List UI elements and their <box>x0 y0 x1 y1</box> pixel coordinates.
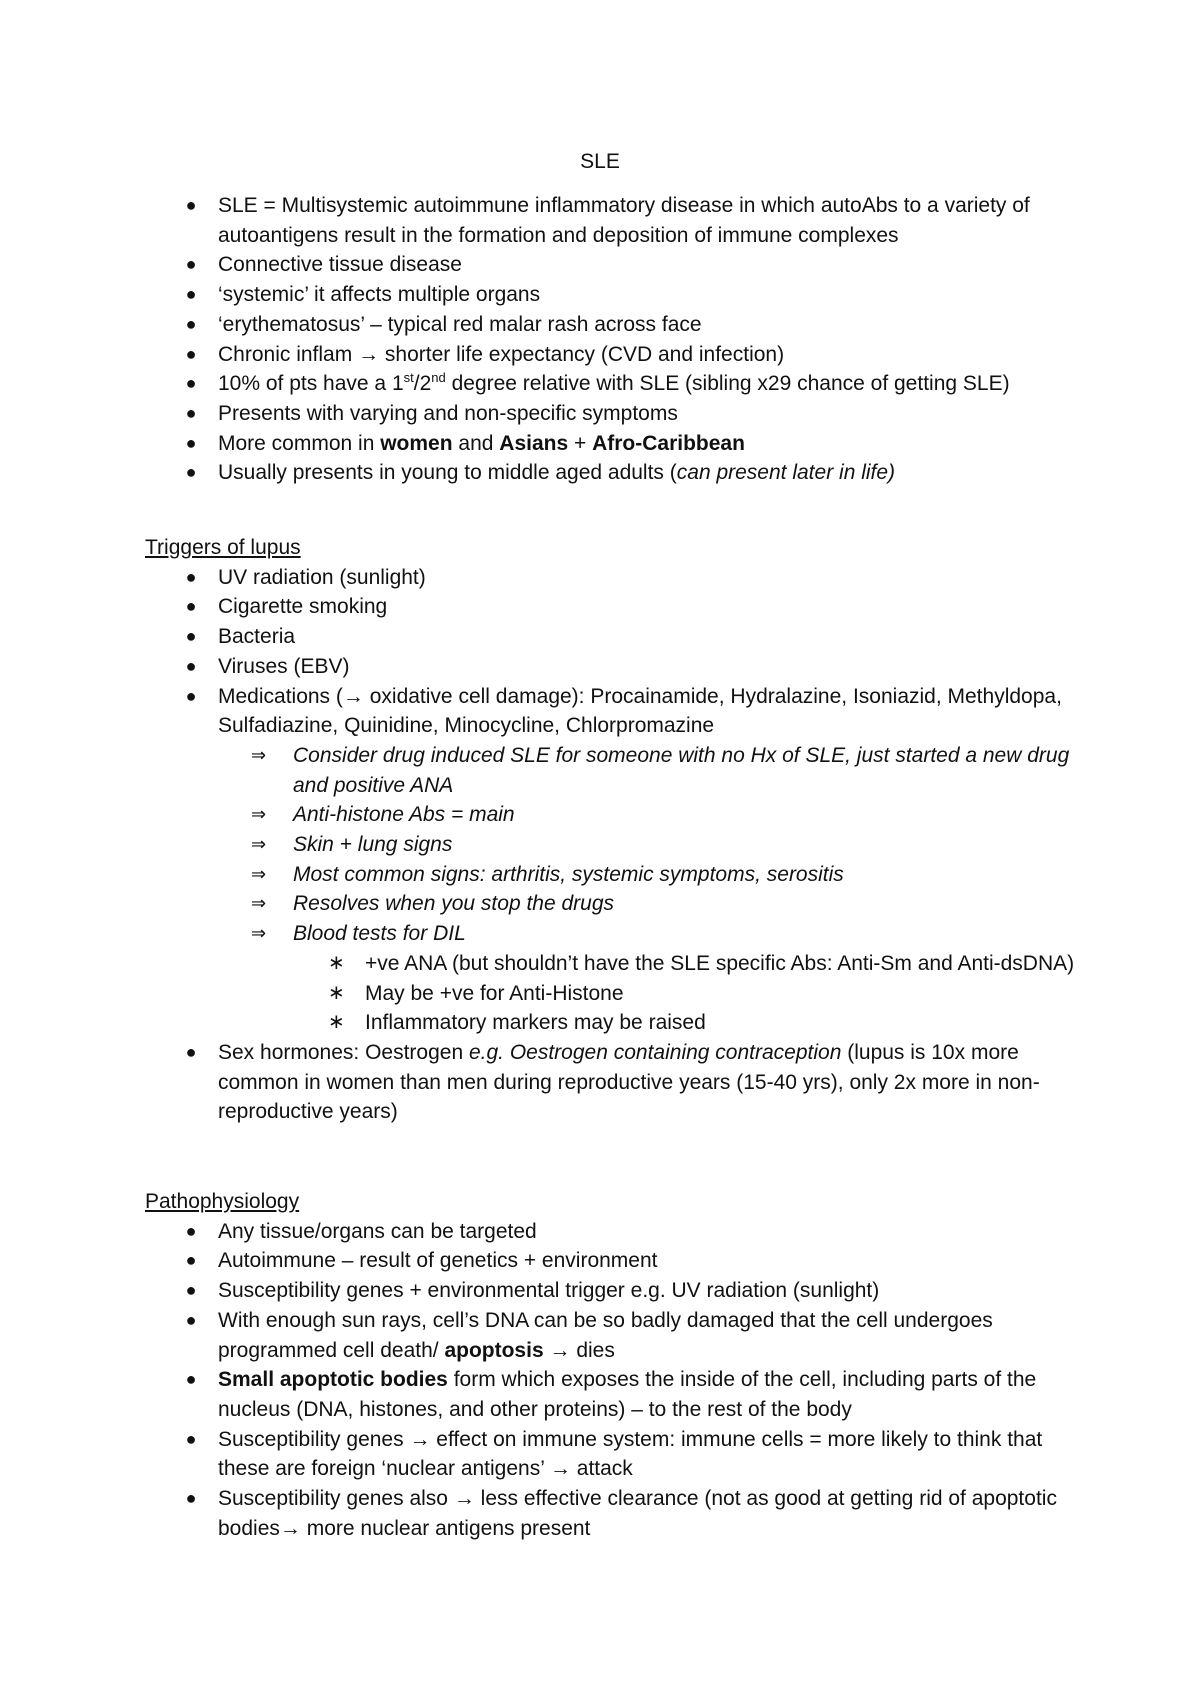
list-item: ⇒ Resolves when you stop the drugs <box>145 889 1085 919</box>
list-item: ● SLE = Multisystemic autoimmune inflammatory disease in which autoAbs to a variety of autoantigens result in the formation and deposition of immune complexes <box>145 191 1085 250</box>
bullet-icon: ● <box>185 254 197 275</box>
list-item: ● Medications (→ oxidative cell damage): Procainamide, Hydralazine, Isoniazid, Methyldopa, Sulfadiazine, Quinidine, Minocycline, Chlorpromazine <box>145 682 1085 741</box>
bullet-icon: ● <box>185 1280 197 1301</box>
bullet-icon: ● <box>185 343 197 364</box>
arrow-icon: → <box>549 1457 571 1481</box>
implies-icon: ⇒ <box>251 923 267 944</box>
list-item: ● With enough sun rays, cell’s DNA can be so badly damaged that the cell undergoes programmed cell death/ apoptosis → dies <box>145 1306 1085 1365</box>
implies-icon: ⇒ <box>251 834 267 855</box>
bullet-icon: ● <box>185 402 197 423</box>
list-item: ● Viruses (EBV) <box>145 652 1085 682</box>
asterisk-icon: ∗ <box>328 981 345 1004</box>
bullet-icon: ● <box>185 284 197 305</box>
bullet-icon: ● <box>185 373 197 394</box>
list-item: ● Chronic inflam → shorter life expectancy (CVD and infection) <box>145 340 1085 370</box>
list-item: ● Autoimmune – result of genetics + environment <box>145 1246 1085 1276</box>
bullet-icon: ● <box>185 685 197 706</box>
bullet-icon: ● <box>185 1250 197 1271</box>
bullet-icon: ● <box>185 596 197 617</box>
section-heading-pathophysiology: Pathophysiology <box>145 1190 300 1213</box>
bullet-icon: ● <box>185 462 197 483</box>
list-item: ∗ +ve ANA (but shouldn’t have the SLE specific Abs: Anti-Sm and Anti-dsDNA) <box>145 949 1085 979</box>
list-item: ● Cigarette smoking <box>145 592 1085 622</box>
list-item: ● UV radiation (sunlight) <box>145 563 1085 593</box>
bullet-icon: ● <box>185 432 197 453</box>
list-item: ● Any tissue/organs can be targeted <box>145 1217 1085 1247</box>
bullet-icon: ● <box>185 1220 197 1241</box>
implies-icon: ⇒ <box>251 744 267 765</box>
list-item: ● Presents with varying and non-specific symptoms <box>145 399 1085 429</box>
implies-icon: ⇒ <box>251 893 267 914</box>
list-item: ● ‘systemic’ it affects multiple organs <box>145 280 1085 310</box>
list-item: ⇒ Skin + lung signs <box>145 830 1085 860</box>
bullet-icon: ● <box>185 1041 197 1062</box>
implies-icon: ⇒ <box>251 804 267 825</box>
bullet-icon: ● <box>185 626 197 647</box>
arrow-icon: → <box>409 1427 431 1451</box>
arrow-icon: → <box>358 342 380 366</box>
list-item: ● Connective tissue disease <box>145 250 1085 280</box>
list-item: ● More common in women and Asians + Afro-Caribbean <box>145 429 1085 459</box>
bullet-icon: ● <box>185 1369 197 1390</box>
section-heading-triggers: Triggers of lupus <box>145 536 301 559</box>
list-item: ∗ Inflammatory markers may be raised <box>145 1008 1085 1038</box>
list-item: ∗ May be +ve for Anti-Histone <box>145 979 1085 1009</box>
list-item: ● 10% of pts have a 1st/2nd degree relative with SLE (sibling x29 chance of getting SLE) <box>145 369 1085 399</box>
intro-list <box>145 191 1085 488</box>
list-item: ● Susceptibility genes also → less effective clearance (not as good at getting rid of apoptotic bodies→ more nuclear antigens present <box>145 1484 1085 1543</box>
intro-section <box>145 191 1085 488</box>
bullet-icon: ● <box>185 1488 197 1509</box>
pathophysiology-section <box>145 1187 1085 1543</box>
list-item: ⇒ Most common signs: arthritis, systemic symptoms, serositis <box>145 860 1085 890</box>
list-item: ● Susceptibility genes → effect on immune system: immune cells = more likely to think that these are foreign ‘nuclear antigens’ → attack <box>145 1425 1085 1484</box>
arrow-icon: → <box>549 1338 571 1362</box>
pathophysiology-list <box>145 1217 1085 1544</box>
bullet-icon: ● <box>185 313 197 334</box>
asterisk-icon: ∗ <box>328 951 345 974</box>
page-title: SLE <box>580 150 620 173</box>
arrow-icon: → <box>279 1516 301 1540</box>
list-item: ● Usually presents in young to middle aged adults (can present later in life) <box>145 458 1085 488</box>
list-item: ⇒ Anti-histone Abs = main <box>145 800 1085 830</box>
triggers-list <box>145 563 1085 1127</box>
triggers-section <box>145 533 1085 1127</box>
bullet-icon: ● <box>185 566 197 587</box>
list-item: ● Susceptibility genes + environmental trigger e.g. UV radiation (sunlight) <box>145 1276 1085 1306</box>
list-item: ⇒ Consider drug induced SLE for someone with no Hx of SLE, just started a new drug and positive ANA <box>145 741 1085 800</box>
list-item: ● Small apoptotic bodies form which exposes the inside of the cell, including parts of the nucleus (DNA, histones, and other proteins) – to the rest of the body <box>145 1365 1085 1424</box>
list-item: ● Bacteria <box>145 622 1085 652</box>
bullet-icon: ● <box>185 1428 197 1449</box>
arrow-icon: → <box>453 1487 475 1511</box>
bullet-icon: ● <box>185 195 197 215</box>
list-item: ● Sex hormones: Oestrogen e.g. Oestrogen containing contraception (lupus is 10x more common in women than men during reproductive years (15-40 yrs), only 2x more in non-reproductive years) <box>145 1038 1085 1127</box>
implies-icon: ⇒ <box>251 863 267 884</box>
list-item: ● ‘erythematosus’ – typical red malar rash across face <box>145 310 1085 340</box>
bullet-icon: ● <box>185 1309 197 1330</box>
asterisk-icon: ∗ <box>328 1011 345 1034</box>
arrow-icon: → <box>342 684 364 708</box>
bullet-icon: ● <box>185 655 197 676</box>
list-item: ⇒ Blood tests for DIL <box>145 919 1085 949</box>
